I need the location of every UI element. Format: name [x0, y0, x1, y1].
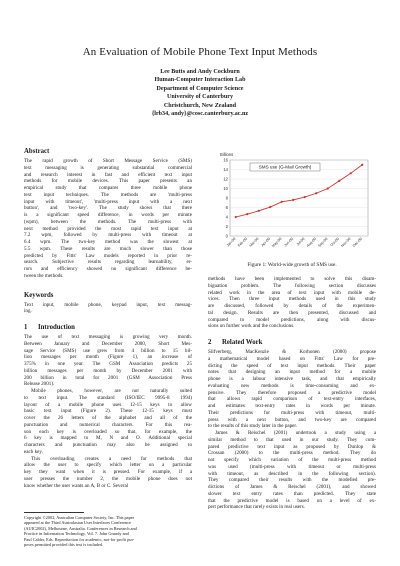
text-line: dictions of James & Reischel (2001), and showed: [208, 484, 376, 490]
text-line: to the results of this study later in the paper.: [208, 423, 298, 430]
left-column: [24, 148, 192, 489]
paragraph: [24, 388, 192, 456]
text-line: 375% in one year. The GSM Association predicts 25: [24, 361, 192, 367]
text-line: The use of text messaging is growing very month.: [24, 334, 192, 340]
x-tick-label: Jun-00: [283, 236, 294, 248]
abstract-body: [24, 158, 192, 280]
text-line: The rapid growth of Short Message Service (SMS): [24, 158, 192, 164]
text-line: son each key is overloaded so that, for example, the: [24, 428, 192, 435]
author-names: Lee Butts and Andy Cockburn: [160, 69, 240, 75]
text-line: similar method to that used in our study. They com-: [208, 436, 376, 443]
section-number: 1: [24, 324, 28, 331]
text-line: 6.4 wpm. The two-key method was the slowest at: [24, 239, 192, 245]
section-number: 2: [208, 339, 212, 346]
text-line: a mathematical model based on Fitts' Law for pre-: [208, 355, 376, 362]
x-tick-label: Aug-00: [305, 236, 317, 248]
paragraph: [24, 456, 192, 490]
sms-growth-chart: [210, 148, 376, 258]
text-line: cover the 26 letters of the alphabet and all of the: [24, 415, 192, 421]
text-line: pensive. They therefore proposed a predictive model: [208, 389, 376, 396]
author-block: [0, 68, 400, 118]
text-line: are discussed, followed by details of the experimen-: [208, 303, 376, 309]
introduction-body: [24, 334, 192, 489]
author-lab: Human-Computer Interaction Lab: [154, 77, 246, 84]
related-work-body: [208, 349, 376, 511]
data-point: [258, 210, 260, 212]
y-tick-label: 4: [225, 214, 228, 220]
text-line: rors and efficiency showed no significant difference be-: [24, 266, 192, 272]
text-line: sions on further work and the conclusions.: [208, 323, 295, 330]
text-line: key they want when it is pressed. For example, if a: [24, 469, 192, 475]
text-line: Silfverberg, MacKenzie & Korhonen (2000) propose: [208, 349, 376, 355]
author-department: Department of Computer Science: [156, 85, 244, 92]
x-tick-label: Oct-00: [329, 236, 340, 248]
text-line: characters and punctuation may also be assigned to: [24, 442, 192, 448]
x-tick-label: Feb-00: [237, 236, 248, 248]
text-line: James & Reischel (2001) undertook a study using a: [215, 430, 376, 436]
y-tick-label: 14: [223, 167, 228, 172]
y-tick-label: 2: [225, 224, 228, 229]
y-tick-label: 6: [225, 205, 228, 210]
keywords-heading: Keywords: [24, 291, 54, 299]
text-line: not specify which variation of the multi-press method: [208, 457, 376, 463]
footnote-line: Paul Calder, Eds. Reproduction for academic, not-for profit pur-: [24, 536, 135, 542]
text-line: text input techniques. The methods are 'multi-press: [24, 191, 192, 198]
text-line: biguation problem. The following section discusses: [208, 282, 376, 289]
text-line: 6 key is mapped to M, N and O. Additional special: [24, 435, 192, 442]
footnote-line: Copyright ©2002, Australian Computer Society, Inc. This paper: [24, 515, 135, 520]
text-line: button', and 'two-key'. The study shows that there: [24, 205, 192, 212]
text-line: Release 2001).: [24, 381, 55, 388]
x-tick-label: Jan-00: [225, 236, 237, 248]
text-line: empirical study that compares three mobile phone: [24, 185, 192, 191]
text-line: compared to model predictions, along with discus-: [208, 316, 376, 323]
text-line: with timeout, as described in the following section).: [208, 470, 376, 477]
text-line: methods for mobile devices. This paper presents an: [24, 178, 192, 185]
text-line: that allows rapid comparison of text-entry interfaces,: [208, 396, 376, 403]
x-tick-label: May-00: [271, 236, 283, 249]
text-line: pert performance that rarely exists in real users.: [208, 504, 306, 511]
copyright-footnote: [24, 512, 192, 547]
footnote-body: [24, 515, 192, 547]
text-line: press with a next button, and two-key are compared: [208, 416, 376, 423]
text-line: slower text entry rates than predicted. They state: [208, 490, 376, 497]
data-point: [350, 172, 352, 174]
text-line: layout of a mobile phone uses 12-15 keys to allow: [24, 401, 192, 408]
text-line: related work in the area of text input with mobile de-: [208, 289, 376, 296]
data-point: [292, 199, 294, 201]
text-line: was used (multi-press with timeout or multi-press: [208, 463, 376, 470]
text-line: Crossan (2000) to the multi-press method. They do: [208, 450, 376, 457]
text-line: is a significant speed difference, in words per minute: [24, 212, 192, 218]
figure-1-chart: [210, 148, 376, 258]
text-line: (wpm), between the methods. The multi-press with: [24, 218, 192, 225]
text-line: tal design. Results are then presented, discussed and: [208, 309, 376, 316]
right-column: [208, 276, 376, 511]
footnote-line: poses permitted provided this text is included.: [24, 542, 104, 548]
x-tick-label: Mar-00: [248, 236, 260, 248]
text-line: 7.2 wpm, followed by multi-press with timeout at: [24, 232, 192, 239]
x-tick-label: Sep-00: [317, 236, 329, 248]
text-line: and research interest in fast and efficient text input: [24, 171, 192, 178]
text-line: notes that designing an input method for a mobile: [208, 369, 376, 376]
text-line: tween the methods.: [24, 272, 64, 279]
data-point: [281, 201, 283, 203]
text-line: lion messages per month (Figure 1), an increase of: [24, 354, 192, 361]
related-work-heading: [208, 339, 376, 346]
text-line: basic text input (Figure 2). These 12-15 keys must: [24, 408, 192, 415]
y-axis-label: Billions: [220, 152, 234, 157]
text-line: Mobile phones, however, are not naturally suited: [31, 388, 192, 394]
text-line: to text input. The standard (ISO/IEC 9995-8 1994): [24, 394, 192, 401]
keywords-body: [24, 302, 192, 316]
footnote-rule: [24, 512, 84, 513]
footnote-line: Practice in Information Technology, Vol. 7. John Grundy and: [24, 531, 129, 537]
paragraph: [208, 430, 376, 511]
text-line: They compared their results with the modelled pre-: [208, 477, 376, 484]
data-point: [315, 192, 317, 194]
text-line: 200 billion in total for 2001 (GSM Association Press: [24, 374, 192, 381]
figure-1-caption: Figure 1: World-wide growth of SMS use.: [247, 262, 337, 268]
text-line: search. Subjective results regarding learnability, er-: [24, 259, 192, 266]
data-point: [246, 213, 248, 215]
text-line: predicted by Fitts' Law models reported in prior re-: [24, 252, 192, 259]
data-point: [235, 216, 237, 218]
text-line: This overloading creates a need for methods that: [31, 455, 192, 462]
data-point: [338, 180, 340, 182]
x-tick-label: Nov-00: [340, 236, 352, 248]
text-line: and estimates text-entry rates in words per minute.: [208, 403, 376, 409]
paper-title: An Evaluation of Mobile Phone Text Input Methods: [82, 46, 318, 58]
paragraph: [208, 349, 376, 430]
footnote-line: (AUIC2002), Melbourne, Australia. Conferences in Research and: [24, 525, 137, 531]
text-line: Their predictions for multi-press with timeout, multi-: [208, 409, 376, 416]
footnote-line: appeared at the Third Australasian User Interfaces Conference: [24, 520, 131, 526]
section-title: Related Work: [222, 339, 263, 346]
text-line: sage Service (SMS) use grew from 4 billion to 15 bil-: [24, 347, 192, 354]
x-tick-label: Jul-00: [295, 236, 306, 247]
author-emails: {lrb34, andy}@cosc.canterbury.ac.nz: [151, 111, 249, 118]
text-line: vices. Then three input methods used in this study: [208, 296, 376, 303]
data-point: [361, 164, 363, 166]
introduction-heading: [24, 324, 192, 331]
text-line: next method provided the most rapid text input at: [24, 225, 192, 232]
text-line: Text input, mobile phone, keypad input, text messag-: [24, 301, 192, 308]
y-tick-label: 10: [223, 186, 228, 191]
author-location: Christchurch, New Zealand: [163, 102, 237, 109]
x-tick-label: Dec-00: [351, 236, 363, 248]
y-tick-label: 8: [225, 195, 228, 201]
text-line: Between January and December 2000, Short Mes-: [24, 340, 192, 347]
data-point: [269, 206, 271, 208]
text-line: pared predictive text input as proposed by Dunlop &: [208, 443, 376, 450]
y-tick-label: 16: [223, 157, 228, 163]
text-line: each key.: [24, 448, 43, 455]
text-line: billion messages per month by December 2001 with: [24, 367, 192, 374]
y-tick-label: 0: [225, 233, 228, 239]
text-line: allow the user to specify which letter on a particular: [24, 462, 192, 469]
x-tick-label: Apr-00: [260, 236, 271, 248]
data-point: [327, 187, 329, 189]
text-line: punctuation and numerical characters. For this rea-: [24, 421, 192, 428]
text-line: evaluating new methods is time-consuming and ex-: [208, 382, 376, 389]
abstract-heading: Abstract: [24, 148, 50, 155]
text-line: 5.5 wpm. These results are much slower than those: [24, 245, 192, 252]
text-line: know whether the user wants an A, B or C. Several: [24, 482, 129, 489]
text-line: user presses the number 2, the mobile phone does not: [24, 475, 192, 482]
y-tick-label: 12: [223, 176, 228, 182]
paragraph: [24, 334, 192, 388]
text-line: that the predictive model is based on a level of ex-: [208, 497, 376, 504]
chart-title: SMS use (G-Mail Growth): [258, 164, 312, 170]
data-point: [304, 196, 306, 198]
text-line: text messaging is generating substantial commercial: [24, 164, 192, 171]
text-line: methods have been implemented to solve this disam-: [208, 276, 376, 282]
author-university: University of Canterbury: [166, 94, 233, 101]
text-line: ing.: [24, 308, 32, 315]
section-title: Introduction: [38, 324, 75, 331]
intro-continued-body: [208, 276, 376, 330]
text-line: input with timeout', 'multi-press input with a next: [24, 198, 192, 205]
text-line: dicting the speed of text input methods. Their paper: [208, 362, 376, 369]
text-line: phone is a labour intensive task, and that empirically: [208, 376, 376, 382]
